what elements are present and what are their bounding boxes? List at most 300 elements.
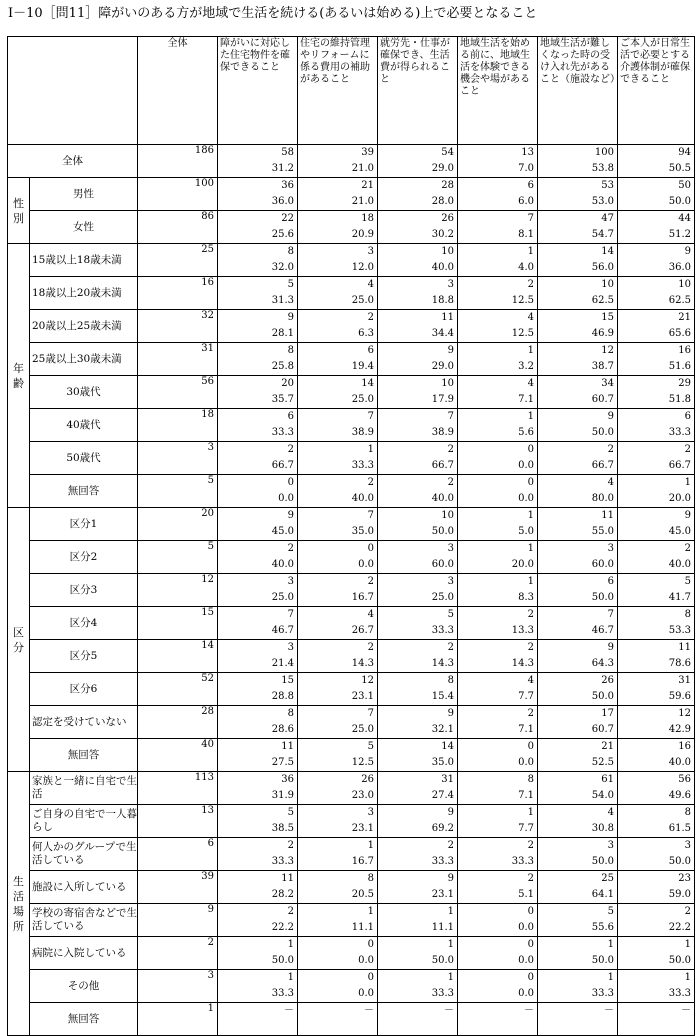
percent-value: 62.5: [591, 295, 614, 306]
count-value: 9: [287, 312, 294, 323]
data-cell: [218, 673, 298, 706]
data-cell: [218, 475, 298, 508]
data-cell: [538, 409, 618, 442]
percent-value: 0.0: [518, 922, 534, 933]
percent-value: 8.3: [518, 592, 534, 603]
percent-value: 11.1: [351, 922, 374, 933]
data-cell: [378, 244, 458, 277]
data-cell: [538, 508, 618, 541]
count-value: 0: [367, 972, 374, 983]
data-cell: [538, 772, 618, 805]
percent-value: 27.5: [271, 757, 294, 768]
data-cell: [378, 541, 458, 574]
percent-value: 15.4: [431, 691, 454, 702]
total-cell: 56: [138, 376, 218, 409]
row-label: 病院に入院している: [30, 937, 138, 970]
count-value: 5: [447, 609, 454, 620]
count-value: 6: [607, 576, 614, 587]
total-cell: 31: [138, 343, 218, 376]
percent-value: 54.0: [591, 790, 614, 801]
table-row: [8, 211, 695, 244]
percent-value: 60.7: [591, 394, 614, 405]
count-value: 9: [684, 246, 691, 257]
percent-value: 0.0: [278, 493, 294, 504]
percent-value: [218, 1019, 294, 1035]
percent-value: 55.6: [591, 922, 614, 933]
count-value: 1: [287, 972, 294, 983]
table-row: [8, 178, 695, 211]
data-cell: [458, 376, 538, 409]
percent-value: 59.6: [668, 691, 691, 702]
count-value: 6: [367, 345, 374, 356]
count-value: 14: [441, 741, 454, 752]
percent-value: 20.0: [668, 493, 691, 504]
data-cell: [218, 277, 298, 310]
percent-value: 7.1: [518, 724, 534, 735]
data-cell: [378, 739, 458, 772]
data-cell: [378, 871, 458, 904]
data-cell: [378, 1003, 458, 1036]
count-value: 6: [527, 180, 534, 191]
data-cell: [538, 442, 618, 475]
count-value: 11: [441, 312, 454, 323]
table-row: [8, 376, 695, 409]
column-header: 就労先・仕事が確保でき、生活費が得られること: [378, 37, 458, 145]
data-cell: [538, 871, 618, 904]
table-row: [8, 904, 695, 937]
percent-value: 41.7: [668, 592, 691, 603]
data-cell: [218, 178, 298, 211]
count-value: 4: [527, 312, 534, 323]
data-cell: [218, 805, 298, 838]
row-label: 25歳以上30歳未満: [30, 343, 138, 376]
data-cell: [298, 178, 378, 211]
column-header: 全体: [138, 37, 218, 145]
count-value: 2: [367, 477, 374, 488]
count-value: 12: [678, 708, 691, 719]
total-cell: 39: [138, 871, 218, 904]
percent-value: 60.0: [431, 559, 454, 570]
percent-value: 50.0: [668, 196, 691, 207]
percent-value: 5.0: [518, 526, 534, 537]
data-cell: [538, 475, 618, 508]
percent-value: 55.0: [591, 526, 614, 537]
count-value: 3: [447, 576, 454, 587]
table-row: [8, 739, 695, 772]
count-value: 7: [607, 609, 614, 620]
count-value: 3: [367, 807, 374, 818]
count-value: 3: [287, 642, 294, 653]
data-cell: [378, 310, 458, 343]
table-row: [8, 640, 695, 673]
percent-value: 12.5: [351, 757, 374, 768]
count-value: 7: [367, 411, 374, 422]
count-value: 2: [684, 543, 691, 554]
count-value: 15: [601, 312, 614, 323]
data-cell: [218, 706, 298, 739]
data-cell: [298, 805, 378, 838]
data-cell: [378, 772, 458, 805]
percent-value: 11.1: [431, 922, 454, 933]
data-cell: [298, 970, 378, 1003]
count-value: 6: [287, 411, 294, 422]
count-value: 29: [678, 378, 691, 389]
count-value: 0: [527, 741, 534, 752]
percent-value: 33.3: [668, 427, 691, 438]
row-label: ご自身の自宅で一人暮らし: [30, 805, 138, 838]
data-cell: [458, 145, 538, 178]
data-cell: [458, 772, 538, 805]
data-cell: [378, 640, 458, 673]
count-value: 26: [441, 213, 454, 224]
data-cell: [218, 904, 298, 937]
percent-value: 60.0: [591, 559, 614, 570]
count-value: 39: [361, 147, 374, 158]
count-value: 1: [684, 939, 691, 950]
percent-value: 28.2: [271, 889, 294, 900]
count-value: 2: [527, 642, 534, 653]
count-value: 2: [527, 840, 534, 851]
row-label: 女性: [30, 211, 138, 244]
data-cell: [378, 706, 458, 739]
count-value: 4: [367, 279, 374, 290]
percent-value: 25.0: [351, 394, 374, 405]
count-value: 1: [447, 939, 454, 950]
count-value: 2: [684, 444, 691, 455]
percent-value: 4.0: [518, 262, 534, 273]
total-cell: 15: [138, 607, 218, 640]
count-value: 21: [361, 180, 374, 191]
column-header: 地域生活を始める前に、地域生活を体験できる機会や場があること: [458, 37, 538, 145]
data-cell: [538, 640, 618, 673]
count-value: 1: [367, 906, 374, 917]
count-value: 0: [367, 543, 374, 554]
table-row: [8, 277, 695, 310]
count-value: 5: [287, 279, 294, 290]
row-label: 施設に入所している: [30, 871, 138, 904]
count-value: 47: [601, 213, 614, 224]
percent-value: 16.7: [351, 856, 374, 867]
group-label: 年 齢: [8, 244, 30, 508]
data-cell: [618, 706, 695, 739]
count-value: 5: [607, 906, 614, 917]
count-value: 1: [447, 906, 454, 917]
data-cell: [538, 145, 618, 178]
data-cell: [618, 541, 695, 574]
count-value: 4: [527, 675, 534, 686]
count-value: 23: [678, 873, 691, 884]
count-value: 16: [678, 741, 691, 752]
data-cell: [298, 277, 378, 310]
percent-value: 59.0: [668, 889, 691, 900]
count-value: 50: [678, 180, 691, 191]
count-value: 2: [367, 642, 374, 653]
data-cell: [538, 343, 618, 376]
data-cell: [218, 739, 298, 772]
count-value: －: [284, 1005, 294, 1016]
table-row: [8, 541, 695, 574]
count-value: 36: [281, 774, 294, 785]
data-cell: [458, 574, 538, 607]
percent-value: 33.3: [351, 460, 374, 471]
data-cell: [378, 838, 458, 871]
count-value: 6: [684, 411, 691, 422]
row-label: 無回答: [30, 739, 138, 772]
percent-value: 36.0: [271, 196, 294, 207]
count-value: 1: [527, 411, 534, 422]
count-value: 1: [607, 972, 614, 983]
data-cell: [618, 211, 695, 244]
percent-value: [538, 1019, 614, 1035]
count-value: 10: [601, 279, 614, 290]
percent-value: 0.0: [518, 493, 534, 504]
count-value: 8: [287, 345, 294, 356]
count-value: 26: [601, 675, 614, 686]
count-value: 8: [367, 873, 374, 884]
percent-value: 23.1: [351, 823, 374, 834]
count-value: 11: [281, 873, 294, 884]
data-cell: [618, 970, 695, 1003]
percent-value: 0.0: [518, 955, 534, 966]
data-cell: [538, 838, 618, 871]
data-cell: [298, 211, 378, 244]
data-cell: [618, 145, 695, 178]
count-value: 0: [527, 972, 534, 983]
data-cell: [298, 541, 378, 574]
data-cell: [618, 244, 695, 277]
percent-value: 50.0: [591, 955, 614, 966]
percent-value: 66.7: [668, 460, 691, 471]
percent-value: 50.0: [271, 955, 294, 966]
data-cell: [618, 673, 695, 706]
percent-value: 56.0: [591, 262, 614, 273]
data-cell: [378, 607, 458, 640]
data-cell: [218, 541, 298, 574]
percent-value: 20.0: [511, 559, 534, 570]
data-cell: [218, 310, 298, 343]
count-value: 12: [601, 345, 614, 356]
count-value: 2: [447, 477, 454, 488]
data-cell: [298, 574, 378, 607]
data-cell: [538, 739, 618, 772]
table-row: [8, 706, 695, 739]
percent-value: 40.0: [431, 262, 454, 273]
total-cell: 100: [138, 178, 218, 211]
percent-value: 53.3: [668, 625, 691, 636]
count-value: 3: [607, 543, 614, 554]
total-cell: 13: [138, 805, 218, 838]
count-value: 2: [684, 906, 691, 917]
percent-value: 7.7: [518, 691, 534, 702]
percent-value: 51.8: [668, 394, 691, 405]
total-cell: 113: [138, 772, 218, 805]
count-value: 7: [367, 708, 374, 719]
percent-value: 32.1: [431, 724, 454, 735]
count-value: －: [681, 1005, 691, 1016]
group-label: 生 活 場 所: [8, 772, 30, 1036]
count-value: 10: [441, 246, 454, 257]
percent-value: 21.4: [271, 658, 294, 669]
count-value: 2: [447, 444, 454, 455]
count-value: 2: [527, 279, 534, 290]
count-value: 1: [684, 477, 691, 488]
row-label: 15歳以上18歳未満: [30, 244, 138, 277]
percent-value: 33.3: [668, 988, 691, 999]
percent-value: 38.5: [271, 823, 294, 834]
data-cell: [538, 376, 618, 409]
count-value: 0: [367, 939, 374, 950]
percent-value: 69.2: [431, 823, 454, 834]
row-label: 認定を受けていない: [30, 706, 138, 739]
count-value: 26: [361, 774, 374, 785]
percent-value: 32.0: [271, 262, 294, 273]
row-label: 20歳以上25歳未満: [30, 310, 138, 343]
data-cell: [378, 409, 458, 442]
data-cell: [618, 343, 695, 376]
count-value: 1: [527, 510, 534, 521]
percent-value: 30.2: [431, 229, 454, 240]
percent-value: 33.3: [271, 856, 294, 867]
percent-value: 6.0: [518, 196, 534, 207]
data-cell: [458, 508, 538, 541]
percent-value: 33.3: [591, 988, 614, 999]
percent-value: 5.1: [518, 889, 534, 900]
percent-value: 53.8: [591, 163, 614, 174]
data-cell: [458, 178, 538, 211]
table-row: [8, 409, 695, 442]
percent-value: 66.7: [591, 460, 614, 471]
data-cell: [218, 574, 298, 607]
count-value: 7: [367, 510, 374, 521]
count-value: 9: [447, 873, 454, 884]
percent-value: 50.0: [591, 691, 614, 702]
count-value: 3: [447, 279, 454, 290]
row-label: 区分2: [30, 541, 138, 574]
percent-value: 28.6: [271, 724, 294, 735]
data-cell: [458, 871, 538, 904]
data-cell: [458, 640, 538, 673]
percent-value: 33.3: [431, 625, 454, 636]
data-cell: [298, 904, 378, 937]
percent-value: 26.7: [351, 625, 374, 636]
count-value: 36: [281, 180, 294, 191]
count-value: 53: [601, 180, 614, 191]
row-label: 18歳以上20歳未満: [30, 277, 138, 310]
percent-value: 38.9: [431, 427, 454, 438]
data-cell: [538, 574, 618, 607]
total-cell: 16: [138, 277, 218, 310]
percent-value: 25.0: [351, 724, 374, 735]
data-cell: [378, 277, 458, 310]
percent-value: 14.3: [431, 658, 454, 669]
data-cell: [618, 904, 695, 937]
data-cell: [538, 607, 618, 640]
data-cell: [618, 409, 695, 442]
count-value: 9: [447, 345, 454, 356]
percent-value: [378, 1019, 454, 1035]
count-value: 9: [607, 642, 614, 653]
total-cell: 1: [138, 1003, 218, 1036]
data-cell: [298, 244, 378, 277]
percent-value: 28.8: [271, 691, 294, 702]
count-value: 5: [684, 576, 691, 587]
count-value: 4: [607, 807, 614, 818]
count-value: 8: [684, 807, 691, 818]
percent-value: 40.0: [668, 559, 691, 570]
percent-value: 25.8: [271, 361, 294, 372]
percent-value: 35.0: [351, 526, 374, 537]
data-cell: [298, 739, 378, 772]
total-cell: 20: [138, 508, 218, 541]
data-cell: [458, 937, 538, 970]
total-cell: 32: [138, 310, 218, 343]
table-row: [8, 574, 695, 607]
percent-value: 22.2: [668, 922, 691, 933]
count-value: 3: [607, 840, 614, 851]
percent-value: 0.0: [518, 988, 534, 999]
percent-value: 18.8: [431, 295, 454, 306]
percent-value: 50.0: [591, 592, 614, 603]
percent-value: 62.5: [668, 295, 691, 306]
group-label: 性 別: [8, 178, 30, 244]
count-value: 21: [601, 741, 614, 752]
count-value: 5: [287, 807, 294, 818]
data-cell: [618, 310, 695, 343]
data-cell: [298, 343, 378, 376]
row-label: 無回答: [30, 475, 138, 508]
data-cell: [378, 376, 458, 409]
percent-value: 0.0: [518, 460, 534, 471]
percent-value: 31.3: [271, 295, 294, 306]
percent-value: 30.8: [591, 823, 614, 834]
count-value: 9: [447, 807, 454, 818]
percent-value: 38.7: [591, 361, 614, 372]
percent-value: 25.0: [431, 592, 454, 603]
total-cell: 28: [138, 706, 218, 739]
data-cell: [618, 871, 695, 904]
count-value: 3: [684, 840, 691, 851]
table-row: [8, 343, 695, 376]
percent-value: 36.0: [668, 262, 691, 273]
data-cell: [538, 310, 618, 343]
percent-value: 78.6: [668, 658, 691, 669]
total-cell: 2: [138, 937, 218, 970]
percent-value: 53.0: [591, 196, 614, 207]
percent-value: 7.0: [518, 163, 534, 174]
data-cell: [618, 607, 695, 640]
percent-value: 50.0: [668, 856, 691, 867]
data-cell: [218, 970, 298, 1003]
data-cell: [618, 739, 695, 772]
percent-value: 19.4: [351, 361, 374, 372]
count-value: 1: [527, 246, 534, 257]
row-label: 区分1: [30, 508, 138, 541]
data-cell: [218, 409, 298, 442]
count-value: 1: [527, 543, 534, 554]
data-cell: [378, 343, 458, 376]
count-value: 18: [361, 213, 374, 224]
total-cell: 86: [138, 211, 218, 244]
data-cell: [378, 904, 458, 937]
data-cell: [378, 508, 458, 541]
percent-value: 0.0: [518, 757, 534, 768]
group-label: 区 分: [8, 508, 30, 772]
count-value: 9: [607, 411, 614, 422]
count-value: 31: [678, 675, 691, 686]
percent-value: [298, 1019, 374, 1035]
row-label: 区分3: [30, 574, 138, 607]
count-value: 8: [287, 246, 294, 257]
